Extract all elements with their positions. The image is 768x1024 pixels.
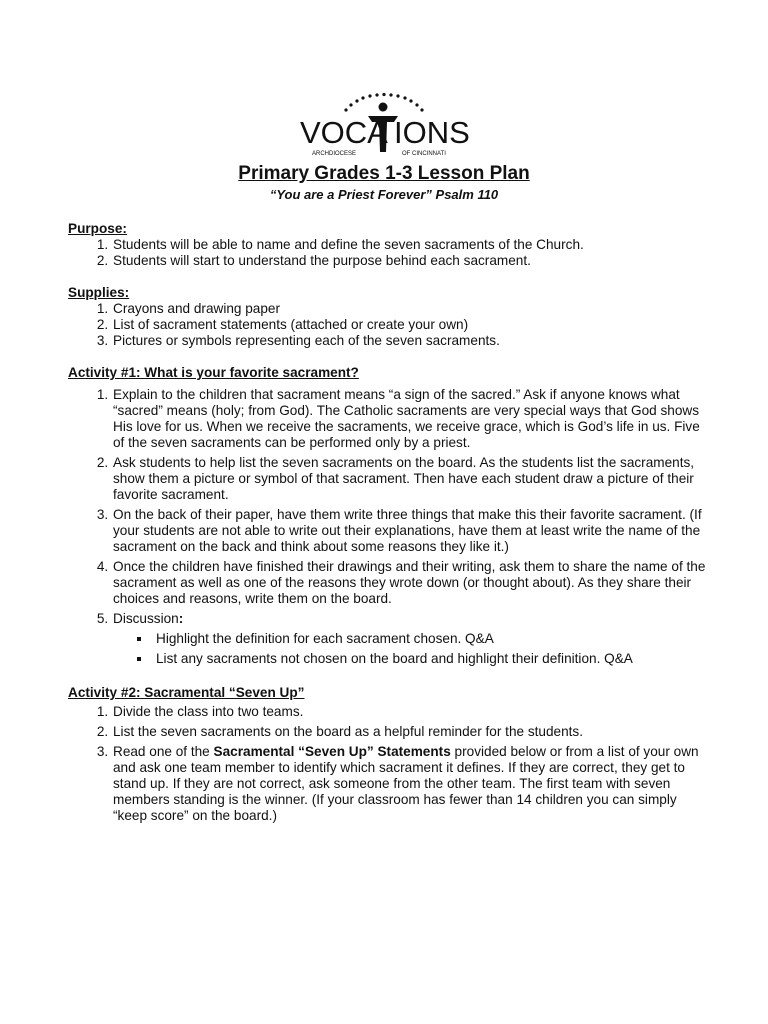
list-item: 1. Students will be able to name and define the seven sacraments of the Church. bbox=[112, 237, 708, 253]
activity2-heading: Activity #2: Sacramental “Seven Up” bbox=[68, 685, 305, 700]
supplies-list bbox=[68, 301, 708, 349]
vocations-logo-graphic bbox=[298, 90, 470, 162]
bullet-item: List any sacraments not chosen on the board and highlight their definition. Q&A bbox=[137, 651, 708, 667]
list-item: 2. List of sacrament statements (attached or create your own) bbox=[112, 317, 708, 333]
document-body bbox=[68, 221, 708, 828]
page-title: Primary Grades 1-3 Lesson Plan bbox=[238, 163, 530, 184]
list-item: 1. Divide the class into two teams. bbox=[112, 704, 708, 720]
discussion-bullets bbox=[113, 631, 708, 667]
page-subtitle: “You are a Priest Forever” Psalm 110 bbox=[269, 187, 499, 202]
logo-text-right: IONS bbox=[394, 115, 470, 150]
logo-sub-left: ARCHDIOCESE bbox=[312, 151, 357, 157]
activity2-list bbox=[68, 704, 708, 824]
item3-post: provided below or from a list of your own and ask one team member to identify which sacrament it defines. If they are correct, they get to stand up. If they are not correct, ask someone from the other team. The first team with seven members standing is the winner. (If your classroom has fewer than 14 children you can simply “keep score” on the board.) bbox=[113, 744, 699, 823]
bullet-item: Highlight the definition for each sacrament chosen. Q&A bbox=[137, 631, 708, 647]
list-item: 1. Crayons and drawing paper bbox=[112, 301, 708, 317]
supplies-heading: Supplies: bbox=[68, 285, 130, 300]
list-item bbox=[112, 611, 708, 667]
logo-sub-right: OF CINCINNATI bbox=[402, 151, 446, 157]
item3-pre: Read one of the bbox=[113, 744, 214, 759]
list-item: 2. List the seven sacraments on the board as a helpful reminder for the students. bbox=[112, 724, 708, 740]
activity1-heading: Activity #1: What is your favorite sacrament? bbox=[68, 365, 359, 380]
vocations-logo bbox=[298, 90, 470, 162]
list-item bbox=[112, 744, 708, 824]
purpose-list bbox=[68, 237, 708, 269]
item3-bold: Sacramental “Seven Up” Statements bbox=[213, 744, 451, 759]
list-item: 1. Explain to the children that sacrament means “a sign of the sacred.” Ask if anyone knows what “sacred” means (holy; from God). The Catholic sacraments are very special ways that God shows His love for us. When we receive the sacraments, we receive grace, which is God’s life in us. Five of the seven sacraments can be performed only by a priest. bbox=[112, 387, 708, 451]
list-item: 3. Pictures or symbols representing each of the seven sacraments. bbox=[112, 333, 708, 349]
list-item: 2. Students will start to understand the purpose behind each sacrament. bbox=[112, 253, 708, 269]
discussion-label: Discussion bbox=[113, 611, 179, 626]
list-item: 4. Once the children have finished their drawings and their writing, ask them to share the name of the sacrament as well as one of the reasons they wrote down (or thought about). As they share their choices and reasons, write them on the board. bbox=[112, 559, 708, 607]
discussion-colon: : bbox=[178, 611, 184, 626]
activity1-list bbox=[68, 387, 708, 667]
purpose-heading: Purpose: bbox=[68, 221, 127, 236]
list-item: 3. On the back of their paper, have them write three things that make this their favorite sacrament. (If your students are not able to write out their explanations, have them at least write the name of the sacrament on the back and think about some reasons they like it.) bbox=[112, 507, 708, 555]
list-item: 2. Ask students to help list the seven sacraments on the board. As the students list the sacraments, show them a picture or symbol of that sacrament. Then have each student draw a picture of their favorite sacrament. bbox=[112, 455, 708, 503]
logo-text-left: VOCA bbox=[300, 115, 388, 150]
